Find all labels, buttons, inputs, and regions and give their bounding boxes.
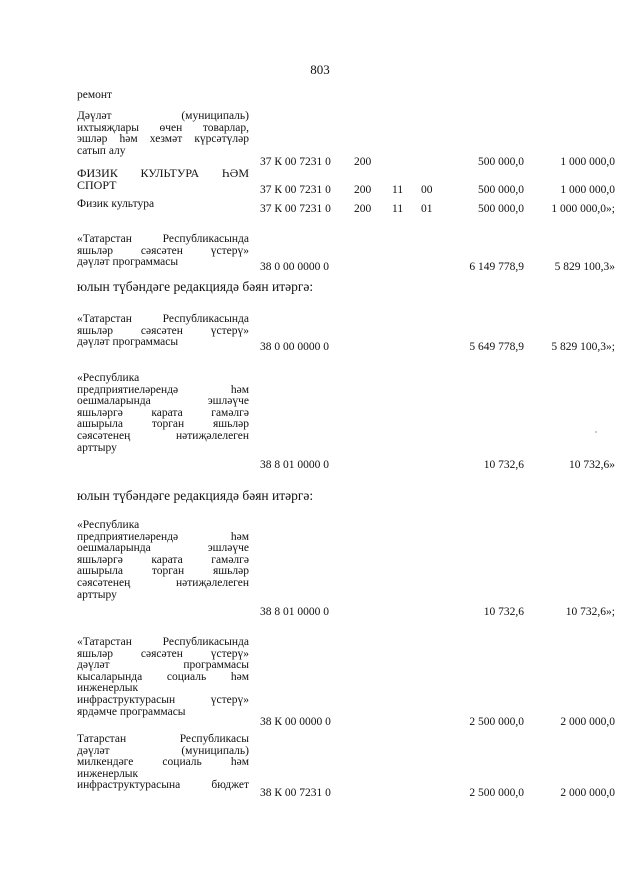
- row-text: «Татарстан Республикасында яшьләр сәясәтен үстерү» дәүләт программасы: [77, 313, 249, 349]
- amount-year-1: 10 732,6: [483, 459, 524, 471]
- subsection-code: 01: [421, 203, 433, 215]
- budget-code: 38 8 01 0000 0: [260, 606, 329, 618]
- expense-type: 200: [354, 203, 372, 215]
- scan-speck: [595, 431, 597, 433]
- budget-code: 37 К 00 7231 0: [260, 184, 331, 196]
- section-code: 11: [392, 184, 404, 196]
- instruction-note: юлын түбәндәге редакциядә бәян итәргә:: [77, 279, 314, 294]
- amount-year-1: 5 649 778,9: [469, 341, 524, 353]
- amount-year-1: 500 000,0: [478, 156, 524, 168]
- budget-code: 38 К 00 0000 0: [260, 716, 331, 728]
- amount-year-2: 1 000 000,0: [560, 184, 615, 196]
- amount-year-2: 1 000 000,0: [560, 156, 615, 168]
- expense-type: 200: [354, 184, 372, 196]
- budget-code: 38 0 00 0000 0: [260, 341, 329, 353]
- page-number: 803: [310, 62, 330, 77]
- row-text: ремонт: [77, 89, 113, 101]
- amount-year-1: 10 732,6: [483, 606, 524, 618]
- section-code: 11: [392, 203, 404, 215]
- subsection-code: 00: [421, 184, 433, 196]
- row-text: «Татарстан Республикасында яшьләр сәясәтен үстерү» дәүләт программасы: [77, 233, 249, 269]
- amount-year-1: 500 000,0: [478, 203, 524, 215]
- budget-code: 37 К 00 7231 0: [260, 156, 331, 168]
- row-text: «Республика предприятиеләрендә һәм оешмаларында эшләүче яшьләргә карата гамәлгә ашырыла торган яшьләр сәясәтенең нәтиҗәлелеген арттыру: [77, 372, 249, 454]
- amount-year-2: 2 000 000,0: [560, 787, 615, 799]
- amount-year-2: 2 000 000,0: [560, 716, 615, 728]
- amount-year-1: 6 149 778,9: [469, 261, 524, 273]
- budget-code: 38 8 01 0000 0: [260, 459, 329, 471]
- budget-code: 38 0 00 0000 0: [260, 261, 329, 273]
- row-text: Дәүләт (муниципаль) ихтыяҗлары өчен товарлар, эшләр һәм хезмәт күрсәтүләр сатып алу: [77, 110, 249, 157]
- amount-year-2: 10 732,6»;: [565, 606, 615, 618]
- budget-code: 38 К 00 7231 0: [260, 787, 331, 799]
- amount-year-1: 500 000,0: [478, 184, 524, 196]
- row-text: ФИЗИК КУЛЬТУРА ҺӘМ СПОРТ: [77, 166, 249, 192]
- budget-code: 37 К 00 7231 0: [260, 203, 331, 215]
- row-text: «Татарстан Республикасында яшьләр сәясәтен үстерү» дәүләт программасы кысаларында социаль һәм инженерлык инфраструктурасын үстерү» ярдәмче программасы: [77, 636, 249, 718]
- amount-year-2: 10 732,6»: [569, 459, 615, 471]
- instruction-note: юлын түбәндәге редакциядә бәян итәргә:: [77, 488, 314, 503]
- expense-type: 200: [354, 156, 372, 168]
- amount-year-2: 5 829 100,3»;: [551, 341, 615, 353]
- row-text: Физик культура: [77, 198, 155, 210]
- amount-year-2: 1 000 000,0»;: [551, 203, 615, 215]
- amount-year-1: 2 500 000,0: [469, 787, 524, 799]
- amount-year-2: 5 829 100,3»: [554, 261, 615, 273]
- row-text: «Республика предприятиеләрендә һәм оешмаларында эшләүче яшьләргә карата гамәлгә ашырыла торган яшьләр сәясәтенең нәтиҗәлелеген арттыру: [77, 519, 249, 601]
- row-text: Татарстан Республикасы дәүләт (муниципаль) милкендәге социаль һәм инженерлык инфраструктурасына бюджет: [77, 733, 249, 792]
- amount-year-1: 2 500 000,0: [469, 716, 524, 728]
